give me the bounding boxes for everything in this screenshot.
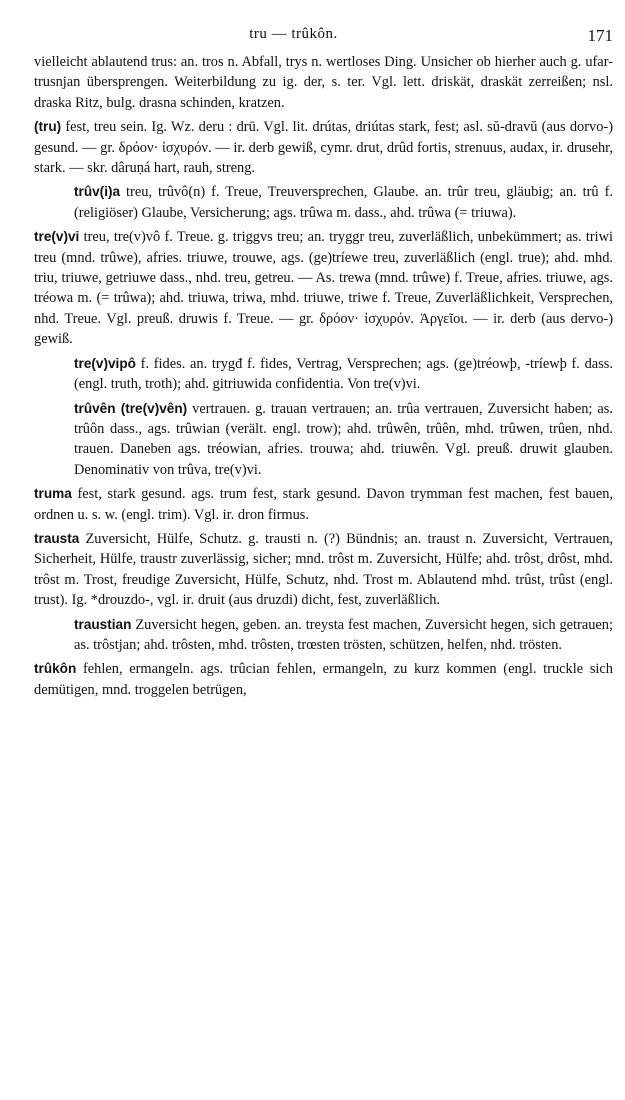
entry-headword: truma (34, 486, 72, 502)
entry-headword: trausta (34, 530, 80, 546)
entry (34, 529, 613, 611)
entry-text: fest, stark gesund. ags. trum fest, stark gesund. Davon trymman fest machen, fest bauen, ordnen u. s. w. (engl. trim). Vgl. ir. dron firmus. (34, 486, 613, 523)
entry-text: vielleicht ablautend trus: an. tros n. Abfall, trys n. wertloses Ding. Unsicher ob hierher auch g. ufar-trusnjan übersprengen. Weiterbildung zu ig. der, s. ter. Vgl. lett. driskät, draskät zerreißen; nsl. draska Ritz, bulg. drasna schinden, kratzen. (34, 54, 613, 111)
page-number: 171 (587, 26, 613, 45)
entry-text: treu, trûvô(n) f. Treue, Treuversprechen, Glaube. an. trûr treu, gläubig; an. trû f. (religiöser) Glaube, Versicherung; ags. trûwa m. dass., ahd. trûwa (= triuwa). (74, 184, 613, 221)
entry (34, 52, 613, 113)
running-head: tru — trûkôn. (249, 26, 338, 42)
entry (34, 484, 613, 525)
entry-headword: trûvên (tre(v)vên) (74, 400, 188, 416)
entry-text: treu, tre(v)vô f. Treue. g. triggvs treu; an. tryggr treu, zuverläßlich, unbekümmert; as. triwi treu (mnd. trûwe), afries. triuwe, trouwe, ags. (ge)tríewe treu, zuverläßlich (engl. true); ahd. mhd. triu, triuwe, getriuwe dass., nhd. treu, getreu. — As. trewa (mnd. trûwe) f. Treue, afries. triuwe, ags. tréowa m. (= trûwa); ahd. triuwa, triwa, mhd. triuwe, triwe f. Treue, Zuverläßlichkeit, Versprechen, nhd. Treue. Vgl. preuß. druwis f. Treue. — gr. δρόον· ἰσχυρόν. Ἀργεῖοι. — ir. derb (aus dervo-) gewiß. (34, 229, 613, 348)
entry (34, 182, 613, 223)
entry-text: f. fides. an. trygđ f. fides, Vertrag, Versprechen; ags. (ge)tréowþ, -tríewþ f. dass. (engl. truth, troth); ahd. gitriuwida confidentia. Von tre(v)vi. (74, 355, 613, 393)
entry-text: Zuversicht, Hülfe, Schutz. g. trausti n. (?) Bündnis; an. traust n. Zuversicht, Vertrauen, Sicherheit, Hülfe, traustr zuverlässig, sicher; mnd. trôst m. Zuversicht, Hülfe; ahd. trôst, drôst, mhd. trôst m. Trost, freudige Zuversicht, Hülfe, Schutz, nhd. Trost m. Ablautend mhd. trûst, trûst (engl. trust). Ig. *drouzdo-, vgl. ir. druit (aus druzdi) dicht, fest, zuverläßlich. (34, 530, 613, 609)
entry-headword: traustian (74, 616, 132, 632)
entry (34, 615, 613, 656)
entry-text: vertrauen. g. trauan vertrauen; an. trûa vertrauen, Zuversicht haben; as. trûôn dass., ags. trûwian (verält. engl. trow); ahd. trûwên, trûên, mhd. trûwen, trûen, nhd. trauen. Daneben ags. tréowian, afries. trouwa; ahd. triuwên. Vgl. preuß. druwit glauben. Denominativ von trûva, tre(v)vi. (74, 400, 613, 478)
entry-text: fest, treu sein. Ig. Wz. deru : drū. Vgl. lit. drútas, driútas stark, fest; asl. sŭ-dravŭ (aus dorvo-) gesund. — gr. δρόον· ἰσχυρόν. — ir. derb gewiß, cymr. drut, drûd fortis, strenuus, audax, ir. drusehr, stark. — skr. dâruṇá hart, rauh, streng. (34, 119, 613, 177)
entry-headword: trûkôn (34, 661, 77, 677)
entry-text: Zuversicht hegen, geben. an. treysta fest machen, Zuversicht hegen, sich getrauen; as. trôstjan; ahd. trôsten, mhd. trôsten, trœsten trösten, schützen, helfen, nhd. trösten. (74, 616, 613, 653)
entry (34, 354, 613, 395)
entries (34, 52, 613, 700)
entry (34, 399, 613, 481)
entry-headword: (tru) (34, 119, 62, 135)
entry (34, 227, 613, 349)
entry-headword: trûv(i)a (74, 184, 121, 200)
entry (34, 117, 613, 178)
entry (34, 659, 613, 700)
page-header (34, 0, 613, 52)
entry-headword: tre(v)vi (34, 229, 80, 245)
entry-headword: tre(v)vipô (74, 355, 136, 371)
entry-text: fehlen, ermangeln. ags. trûcian fehlen, ermangeln, zu kurz kommen (engl. truckle sich demütigen, mnd. troggelen betrügen, (34, 661, 613, 698)
